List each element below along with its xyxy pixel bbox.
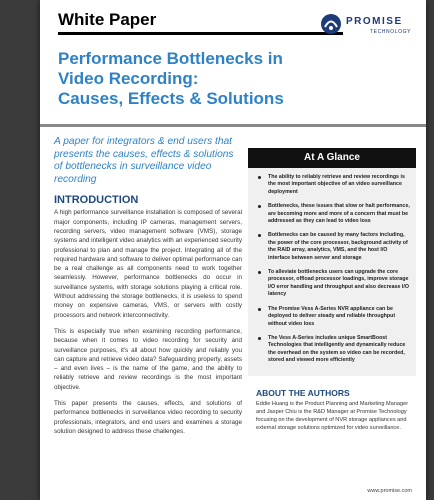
promise-logo-icon [320,13,342,35]
title-line: Causes, Effects & Solutions [58,89,284,108]
glance-item-text: To alleviate bottlenecks users can upgrade the core processor, offload processor loadings, improve storage I/O error handling and throughput and also decrease I/O latency [268,269,409,298]
glance-item-text: The ability to reliably retrieve and review recordings is the most important objective of an video surveillance deployment [268,174,405,195]
at-a-glance-heading: At A Glance [248,148,416,168]
glance-list [248,168,416,365]
main-column [54,136,242,443]
intro-paragraph: A high performance surveillance installation is composed of several major components, including IP cameras, management servers, recording servers, video management software (VMS), storage systems and intelligent video analytics with an experienced security professional to plan and manage the project. Integrating all of the required hardware and software to deliver optimal performance can be a real challenge as all components need to work together seamlessly. However, performance bottlenecks do occur in surveillance systems, with storage solutions playing a critical role. Without addressing the storage bottlenecks, it is useless to spend money on expensive cameras, VMS, or servers with costly processors and network interconnectivity. [54,209,242,319]
logo-subtitle: TECHNOLOGY [370,29,412,35]
title-line: Video Recording: [58,69,199,88]
bullet-icon [258,337,261,340]
logo-name: PROMISE [346,16,403,27]
document-title [58,49,328,109]
tagline: A paper for integrators & end users that presents the causes, effects & solutions of bottlenecks in surveillance video recording [54,136,234,185]
page-header [54,10,414,122]
glance-item [256,306,410,328]
introduction-heading: INTRODUCTION [54,194,139,207]
glance-item [256,203,410,225]
about-authors-heading: ABOUT THE AUTHORS [256,387,350,398]
about-authors-text: Eddie Huang is the Product Planning and Marketing Manager and Jasper Chiu is the R&D Manager at Promise Technology focusing on the development of NVR storage appliances and external storage solutions optimized for video surveillance. [256,400,409,432]
document-page [40,0,426,500]
bullet-icon [258,176,261,179]
bullet-icon [258,234,261,237]
glance-item [256,174,410,196]
doc-type-label: White Paper [58,10,343,35]
glance-item-text: Bottlenecks, these issues that slow or halt performance, are becoming more and more of a concern that must be addressed as they can lead to video loss [268,203,410,225]
bullet-icon [258,271,261,274]
glance-item [256,335,410,365]
sidebar-column [248,148,416,432]
at-a-glance-box [248,148,416,376]
glance-item-text: The Promise Vess A-Series NVR appliance can be deployed to deliver steady and reliable throughput without video loss [268,305,396,327]
glance-item-text: The Vess A-Series includes unique SmartBoost Technologies that intelligently and dynamically reduce the overhead on the system so video can be recorded, stored and viewed more efficiently [268,334,406,364]
header-divider [40,124,426,127]
glance-item [256,232,410,262]
glance-item-text: Bottlenecks can be caused by many factors including, the power of the core processor, background activity of the RAID array, analytics, VMS, and the host I/O interface between server and storage [268,232,408,261]
title-line: Performance Bottlenecks in [58,49,283,68]
footer-url: www.promise.com [367,488,412,494]
intro-paragraph: This paper presents the causes, effects, and solutions of performance bottlenecks in surveillance video recording to security professionals, integrators, and end users and examines a storage solution designed to address these challenges. [54,400,242,435]
bullet-icon [258,205,261,208]
intro-paragraph: This is especially true when examining recording performance, because when it comes to video recording for security and surveillance purposes, it's all about how quickly and reliably you can capture and retrieve video data? Safeguarding property, assets – and even lives – is the name of the game, and the ability to reliably retrieve and review recordings is the most important objective. [54,327,242,391]
promise-logo [320,12,412,42]
glance-item [256,269,410,299]
bullet-icon [258,308,261,311]
